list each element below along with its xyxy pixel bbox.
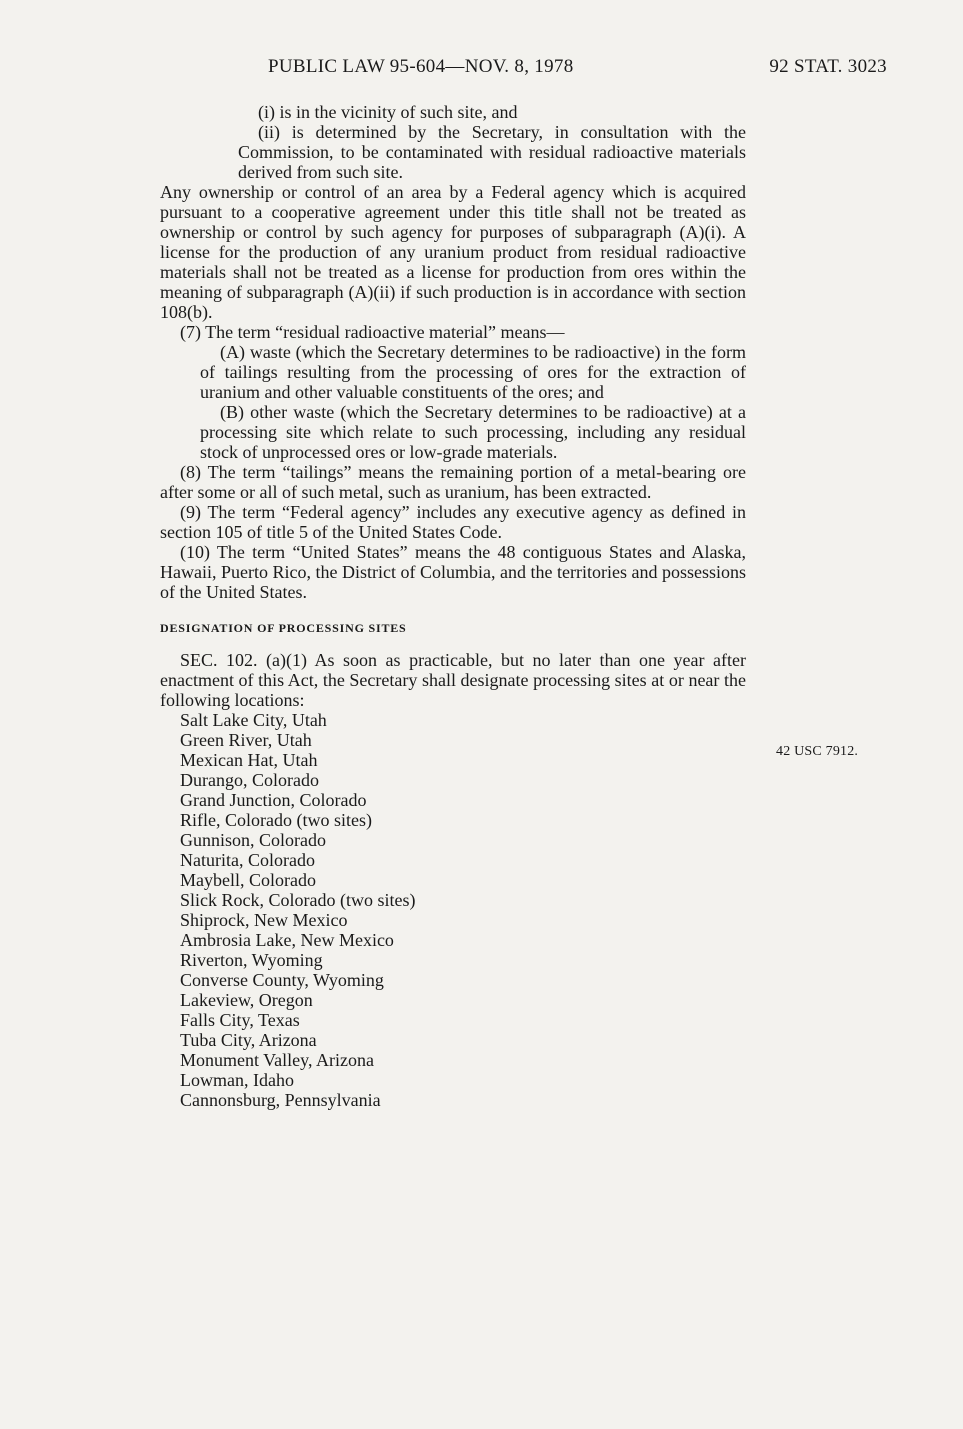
list-item: Mexican Hat, Utah xyxy=(180,750,318,770)
paragraph-definition-7: (7) The term “residual radioactive material” means— xyxy=(180,322,565,342)
list-item: Monument Valley, Arizona xyxy=(180,1050,374,1070)
list-item: Shiprock, New Mexico xyxy=(180,910,348,930)
list-item: Gunnison, Colorado xyxy=(180,830,326,850)
paragraph-definition-8: (8) The term “tailings” means the remaining portion of a metal-bearing ore after some or all of such metal, such as uranium, has been extracted. xyxy=(160,462,746,502)
list-item: Lakeview, Oregon xyxy=(180,990,313,1010)
list-item: Durango, Colorado xyxy=(180,770,319,790)
body-text xyxy=(160,102,746,1110)
list-item: Lowman, Idaho xyxy=(180,1070,294,1090)
paragraph-definition-10: (10) The term “United States” means the 48 contiguous States and Alaska, Hawaii, Puerto Rico, the District of Columbia, and the territories and possessions of the United States. xyxy=(160,542,746,602)
list-item: Riverton, Wyoming xyxy=(180,950,323,970)
page-title: PUBLIC LAW 95-604—NOV. 8, 1978 xyxy=(268,56,574,77)
list-item: Maybell, Colorado xyxy=(180,870,316,890)
paragraph-ownership: Any ownership or control of an area by a Federal agency which is acquired pursuant to a cooperative agreement under this title shall not be treated as ownership or control by such agency for purposes of subparagraph (A)(i). A license for the production of any uranium product from residual radioactive materials shall not be treated as a license for production from ores within the meaning of subparagraph (A)(ii) if such production is in accordance with section 108(b). xyxy=(160,182,746,322)
list-item: Tuba City, Arizona xyxy=(180,1030,317,1050)
list-item: Slick Rock, Colorado (two sites) xyxy=(180,890,416,910)
paragraph-clause-ii: (ii) is determined by the Secretary, in consultation with the Commission, to be contaminated with residual radioactive materials derived from such site. xyxy=(238,122,746,182)
list-item: Grand Junction, Colorado xyxy=(180,790,367,810)
section-intro: SEC. 102. (a)(1) As soon as practicable, but no later than one year after enactment of this Act, the Secretary shall designate processing sites at or near the following locations: xyxy=(160,650,746,710)
list-item: Green River, Utah xyxy=(180,730,312,750)
paragraph-definition-7b: (B) other waste (which the Secretary determines to be radioactive) at a processing site which relate to such processing, including any residual stock of unprocessed ores or low-grade materials. xyxy=(200,402,746,462)
page-header xyxy=(0,56,963,86)
list-item: Converse County, Wyoming xyxy=(180,970,384,990)
margin-citation: 42 USC 7912. xyxy=(776,744,859,759)
list-item: Falls City, Texas xyxy=(180,1010,300,1030)
statute-citation: 92 STAT. 3023 xyxy=(769,56,887,77)
list-item: Cannonsburg, Pennsylvania xyxy=(180,1090,381,1110)
section-heading: DESIGNATION OF PROCESSING SITES xyxy=(160,621,407,635)
list-item: Naturita, Colorado xyxy=(180,850,315,870)
paragraph-clause-i: (i) is in the vicinity of such site, and xyxy=(258,102,518,122)
list-item: Rifle, Colorado (two sites) xyxy=(180,810,372,830)
paragraph-definition-7a: (A) waste (which the Secretary determines to be radioactive) in the form of tailings resulting from the processing of ores for the extraction of uranium and other valuable constituents of the ores; and xyxy=(200,342,746,402)
list-item: Salt Lake City, Utah xyxy=(180,710,327,730)
list-item: Ambrosia Lake, New Mexico xyxy=(180,930,394,950)
locations-list xyxy=(160,710,746,1110)
paragraph-definition-9: (9) The term “Federal agency” includes any executive agency as defined in section 105 of title 5 of the United States Code. xyxy=(160,502,746,542)
